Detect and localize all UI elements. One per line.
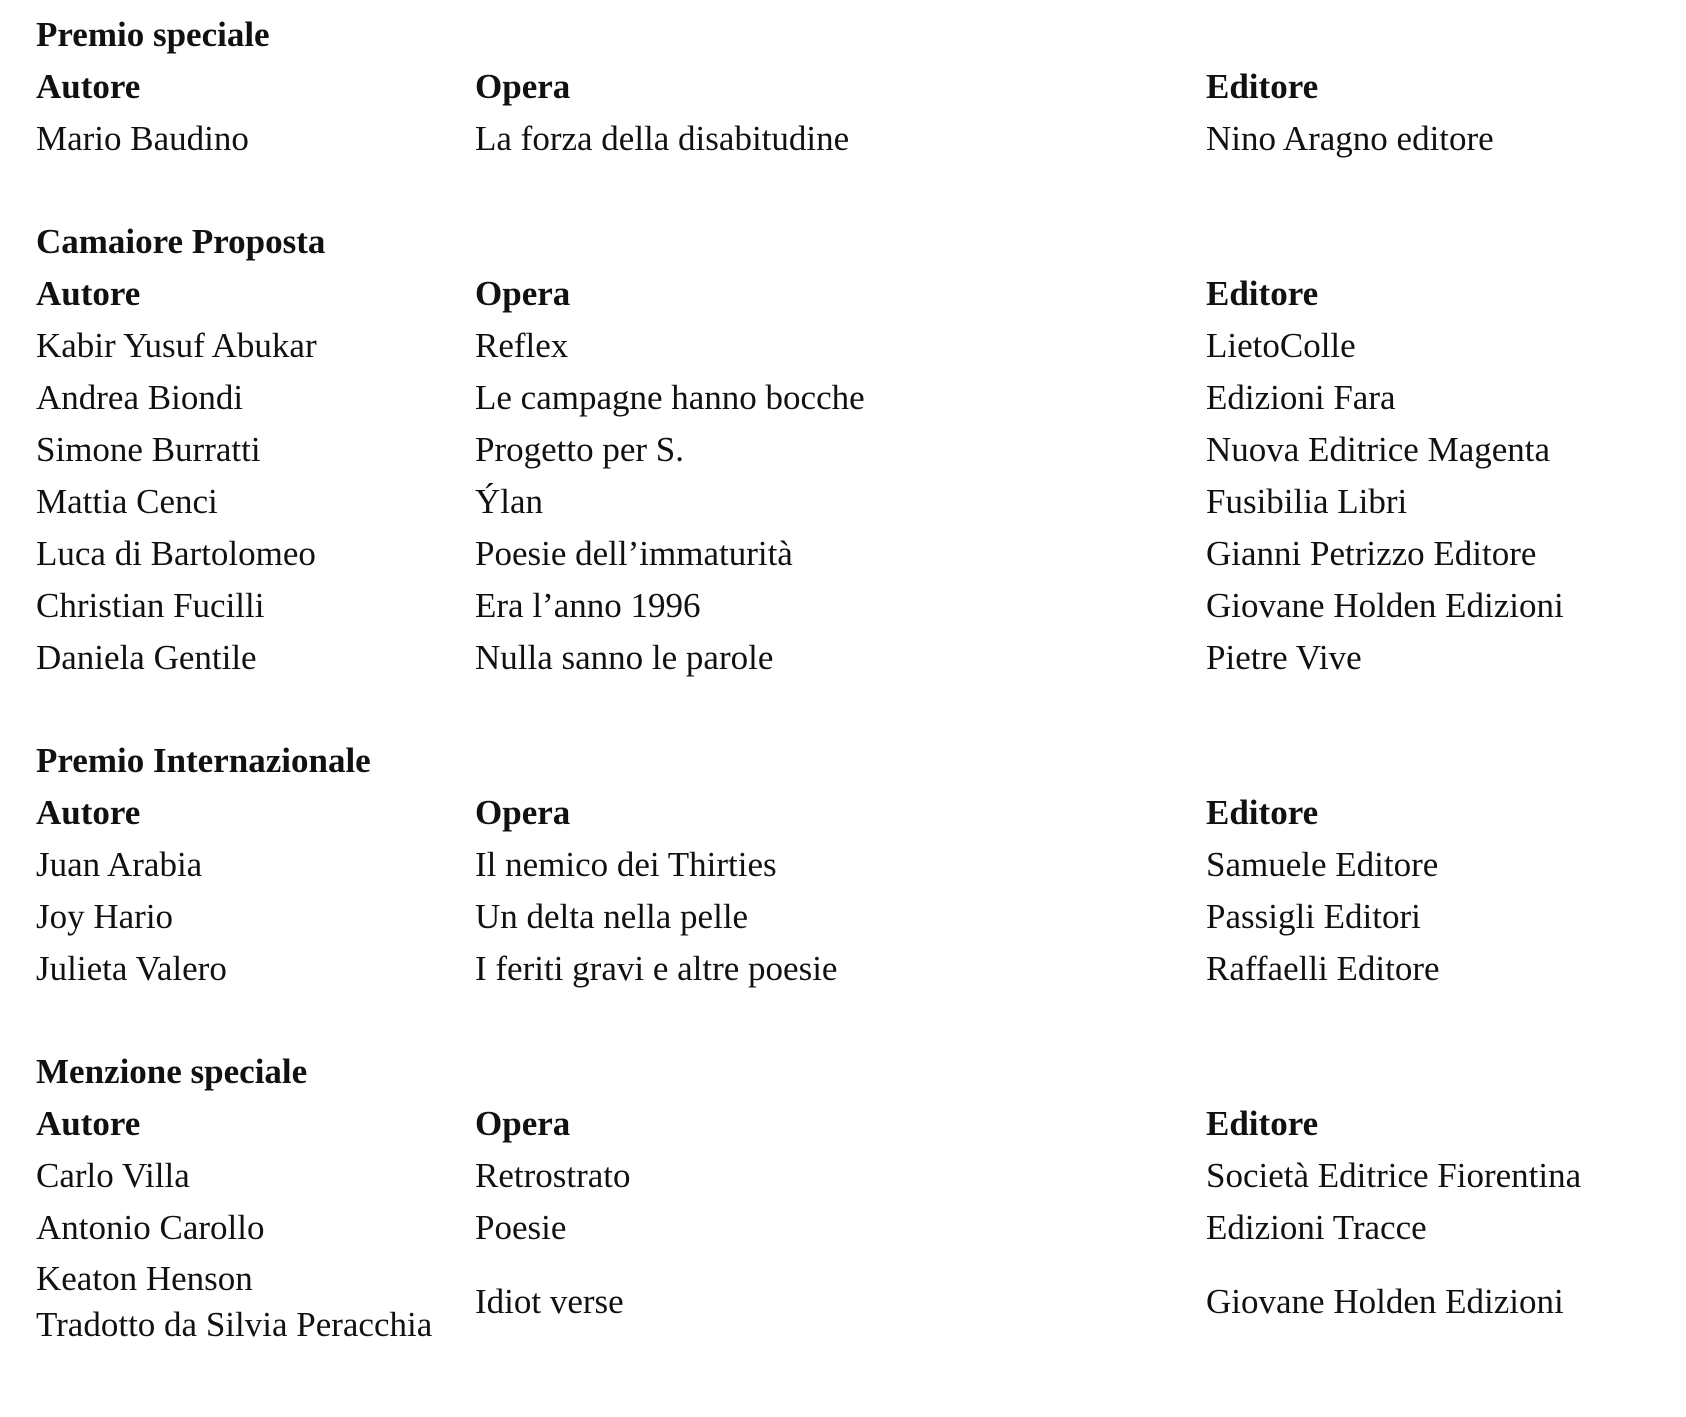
publisher-cell: Pietre Vive (1206, 638, 1362, 677)
author-cell: Mattia Cenci (36, 482, 218, 521)
table-row (36, 839, 1656, 891)
author-cell: Mario Baudino (36, 119, 249, 158)
author-name: Keaton Henson (36, 1259, 253, 1298)
publisher-cell: Passigli Editori (1206, 897, 1421, 936)
section-title: Premio speciale (36, 15, 270, 54)
table-row (36, 320, 1656, 372)
awards-table (36, 1098, 1656, 1350)
author-cell: Julieta Valero (36, 949, 227, 988)
author-cell: Simone Burratti (36, 430, 261, 469)
column-header-publisher: Editore (1206, 67, 1319, 106)
column-header-work: Opera (475, 1104, 571, 1143)
awards-table (36, 787, 1656, 995)
awards-table (36, 268, 1656, 684)
table-row (36, 632, 1656, 684)
author-cell: Antonio Carollo (36, 1208, 265, 1247)
work-cell: Ýlan (475, 482, 544, 521)
author-cell (36, 1254, 475, 1350)
author-cell: Andrea Biondi (36, 378, 244, 417)
table-row (36, 424, 1656, 476)
section-premio-speciale (36, 8, 1656, 165)
work-cell: Poesie (475, 1208, 567, 1247)
author-cell: Juan Arabia (36, 845, 203, 884)
table-row (36, 528, 1656, 580)
publisher-cell: Samuele Editore (1206, 845, 1439, 884)
work-cell: Idiot verse (475, 1282, 624, 1321)
section-camaiore-proposta (36, 215, 1656, 684)
author-cell: Joy Hario (36, 897, 174, 936)
table-row (36, 476, 1656, 528)
work-cell: La forza della disabitudine (475, 119, 850, 158)
publisher-cell: Raffaelli Editore (1206, 949, 1440, 988)
table-header-row (36, 787, 1656, 839)
publisher-cell: Giovane Holden Edizioni (1206, 586, 1564, 625)
author-cell: Kabir Yusuf Abukar (36, 326, 317, 365)
work-cell: I feriti gravi e altre poesie (475, 949, 838, 988)
table-row (36, 372, 1656, 424)
publisher-cell: LietoColle (1206, 326, 1356, 365)
work-cell: Poesie dell’immaturità (475, 534, 793, 573)
table-header-row (36, 1098, 1656, 1150)
author-cell: Daniela Gentile (36, 638, 257, 677)
awards-document (36, 8, 1656, 1350)
section-menzione-speciale (36, 1045, 1656, 1350)
publisher-cell: Società Editrice Fiorentina (1206, 1156, 1582, 1195)
work-cell: Un delta nella pelle (475, 897, 749, 936)
column-header-work: Opera (475, 67, 571, 106)
publisher-cell: Edizioni Tracce (1206, 1208, 1427, 1247)
publisher-cell: Giovane Holden Edizioni (1206, 1282, 1564, 1321)
table-row (36, 1150, 1656, 1202)
column-header-work: Opera (475, 793, 571, 832)
table-row (36, 1254, 1656, 1350)
table-row (36, 1202, 1656, 1254)
author-cell: Carlo Villa (36, 1156, 190, 1195)
work-cell: Reflex (475, 326, 569, 365)
section-title: Camaiore Proposta (36, 222, 326, 261)
publisher-cell: Gianni Petrizzo Editore (1206, 534, 1537, 573)
publisher-cell: Fusibilia Libri (1206, 482, 1408, 521)
column-header-publisher: Editore (1206, 793, 1319, 832)
column-header-author: Autore (36, 67, 141, 106)
column-header-author: Autore (36, 274, 141, 313)
column-header-publisher: Editore (1206, 274, 1319, 313)
column-header-work: Opera (475, 274, 571, 313)
publisher-cell: Nino Aragno editore (1206, 119, 1494, 158)
table-header-row (36, 268, 1656, 320)
translator-credit: Tradotto da Silvia Peracchia (36, 1305, 433, 1344)
table-row (36, 943, 1656, 995)
work-cell: Retrostrato (475, 1156, 631, 1195)
section-title: Premio Internazionale (36, 741, 371, 780)
awards-table (36, 61, 1656, 165)
column-header-author: Autore (36, 1104, 141, 1143)
table-row (36, 113, 1656, 165)
publisher-cell: Nuova Editrice Magenta (1206, 430, 1551, 469)
section-premio-internazionale (36, 734, 1656, 995)
section-title: Menzione speciale (36, 1052, 308, 1091)
author-cell: Christian Fucilli (36, 586, 265, 625)
work-cell: Progetto per S. (475, 430, 685, 469)
column-header-author: Autore (36, 793, 141, 832)
publisher-cell: Edizioni Fara (1206, 378, 1396, 417)
table-header-row (36, 61, 1656, 113)
work-cell: Il nemico dei Thirties (475, 845, 777, 884)
work-cell: Era l’anno 1996 (475, 586, 701, 625)
work-cell: Nulla sanno le parole (475, 638, 774, 677)
table-row (36, 580, 1656, 632)
work-cell: Le campagne hanno bocche (475, 378, 865, 417)
table-row (36, 891, 1656, 943)
column-header-publisher: Editore (1206, 1104, 1319, 1143)
author-cell: Luca di Bartolomeo (36, 534, 316, 573)
